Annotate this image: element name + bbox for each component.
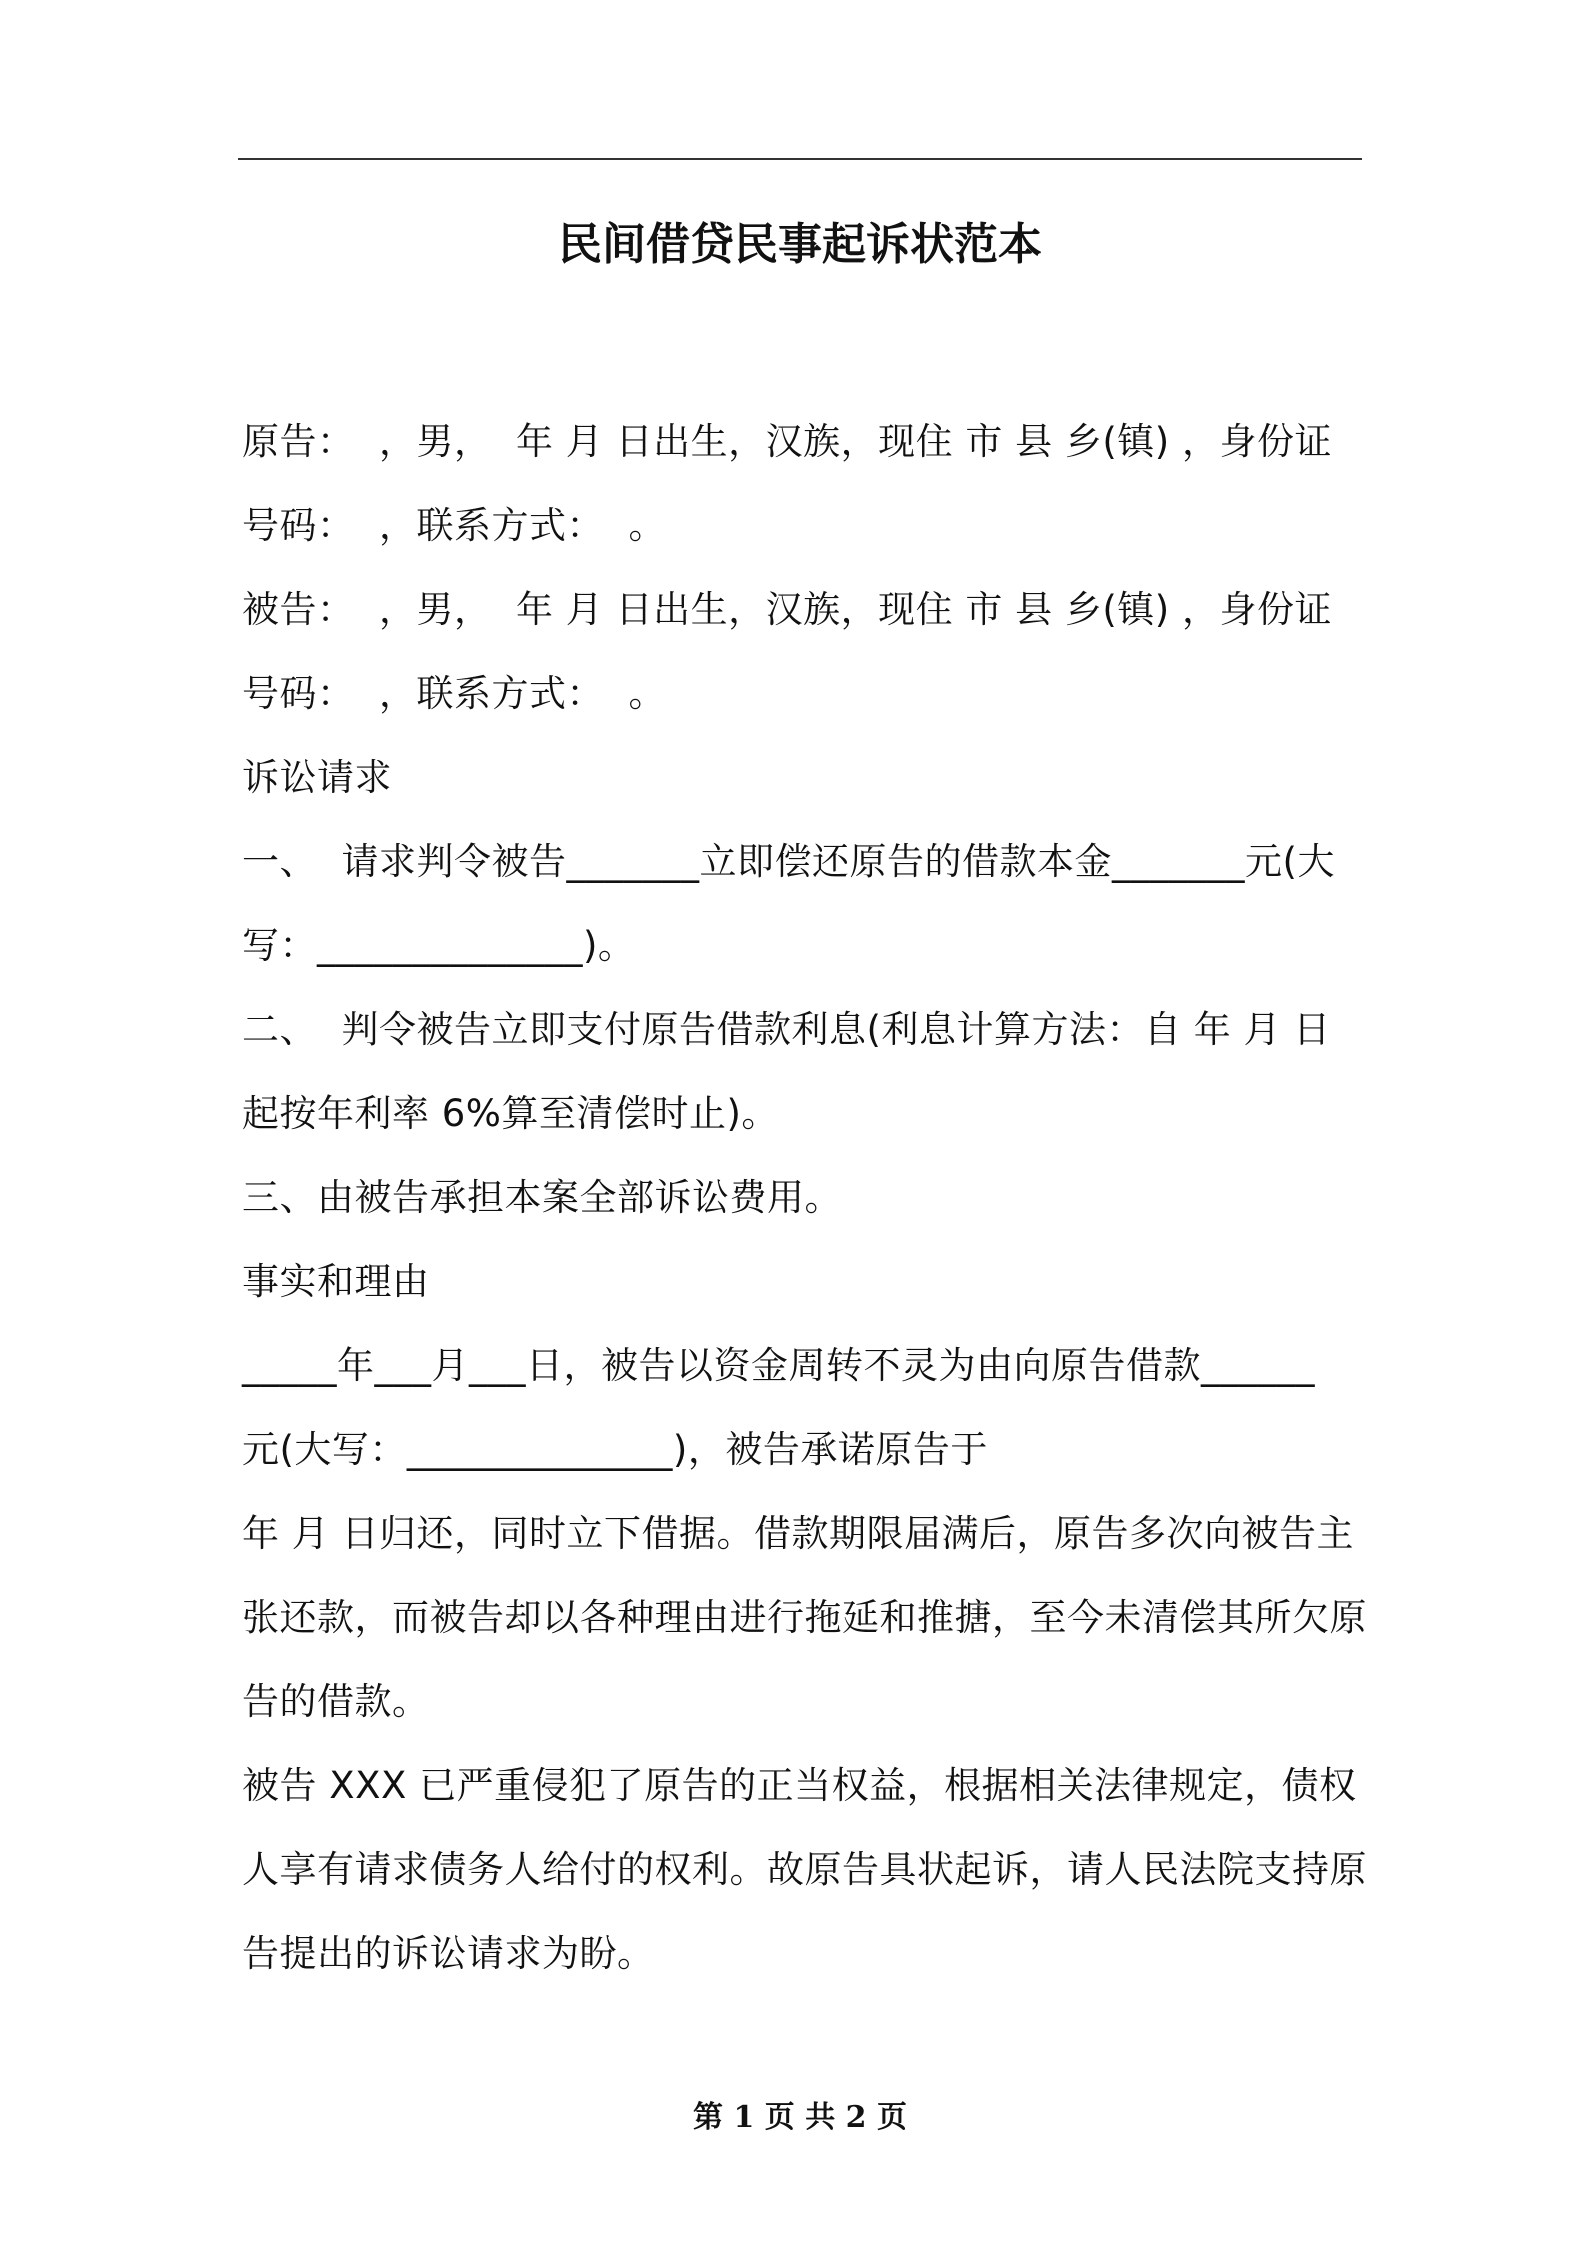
defendant-line-1: 被告： ，男， 年 月 日出生，汉族，现住 市 县 乡(镇) ，身份证 (242, 588, 1332, 631)
facts-line-5: 告的借款。 (242, 1680, 430, 1723)
claim-2-line-1: 二、 判令被告立即支付原告借款利息(利息计算方法：自 年 月 日 (242, 1008, 1331, 1051)
defendant-line-2: 号码： ，联系方式： 。 (242, 672, 667, 715)
claim-3-line: 三、由被告承担本案全部诉讼费用。 (242, 1176, 842, 1219)
facts-line-2: 元(大写：______________)，被告承诺原告于 (242, 1428, 988, 1471)
page-number-footer: 第 1 页 共 2 页 (693, 2100, 907, 2135)
claim-1-line-1: 一、 请求判令被告_______立即偿还原告的借款本金_______元(大 (242, 840, 1335, 883)
plaintiff-line-1: 原告： ，男， 年 月 日出生，汉族，现住 市 县 乡(镇) ，身份证 (242, 420, 1332, 463)
facts-line-4: 张还款，而被告却以各种理由进行拖延和推搪，至今未清偿其所欠原 (242, 1596, 1367, 1639)
facts-heading: 事实和理由 (242, 1260, 430, 1303)
claim-2-line-2: 起按年利率 6%算至清偿时止)。 (242, 1092, 779, 1135)
facts-line-3: 年 月 日归还，同时立下借据。借款期限届满后，原告多次向被告主 (242, 1512, 1355, 1555)
conclusion-line-3: 告提出的诉讼请求为盼。 (242, 1932, 655, 1975)
claim-1-line-2: 写：______________)。 (242, 924, 636, 967)
document-body (242, 400, 1367, 1996)
conclusion-line-2: 人享有请求债务人给付的权利。故原告具状起诉，请人民法院支持原 (242, 1848, 1367, 1891)
facts-line-1: _____年___月___日，被告以资金周转不灵为由向原告借款______ (242, 1344, 1315, 1387)
plaintiff-line-2: 号码： ，联系方式： 。 (242, 504, 667, 547)
conclusion-line-1: 被告 XXX 已严重侵犯了原告的正当权益，根据相关法律规定，债权 (242, 1764, 1357, 1807)
claims-heading: 诉讼请求 (242, 756, 392, 799)
document-title: 民间借贷民事起诉状范本 (558, 219, 1042, 270)
header-rule (238, 158, 1362, 160)
